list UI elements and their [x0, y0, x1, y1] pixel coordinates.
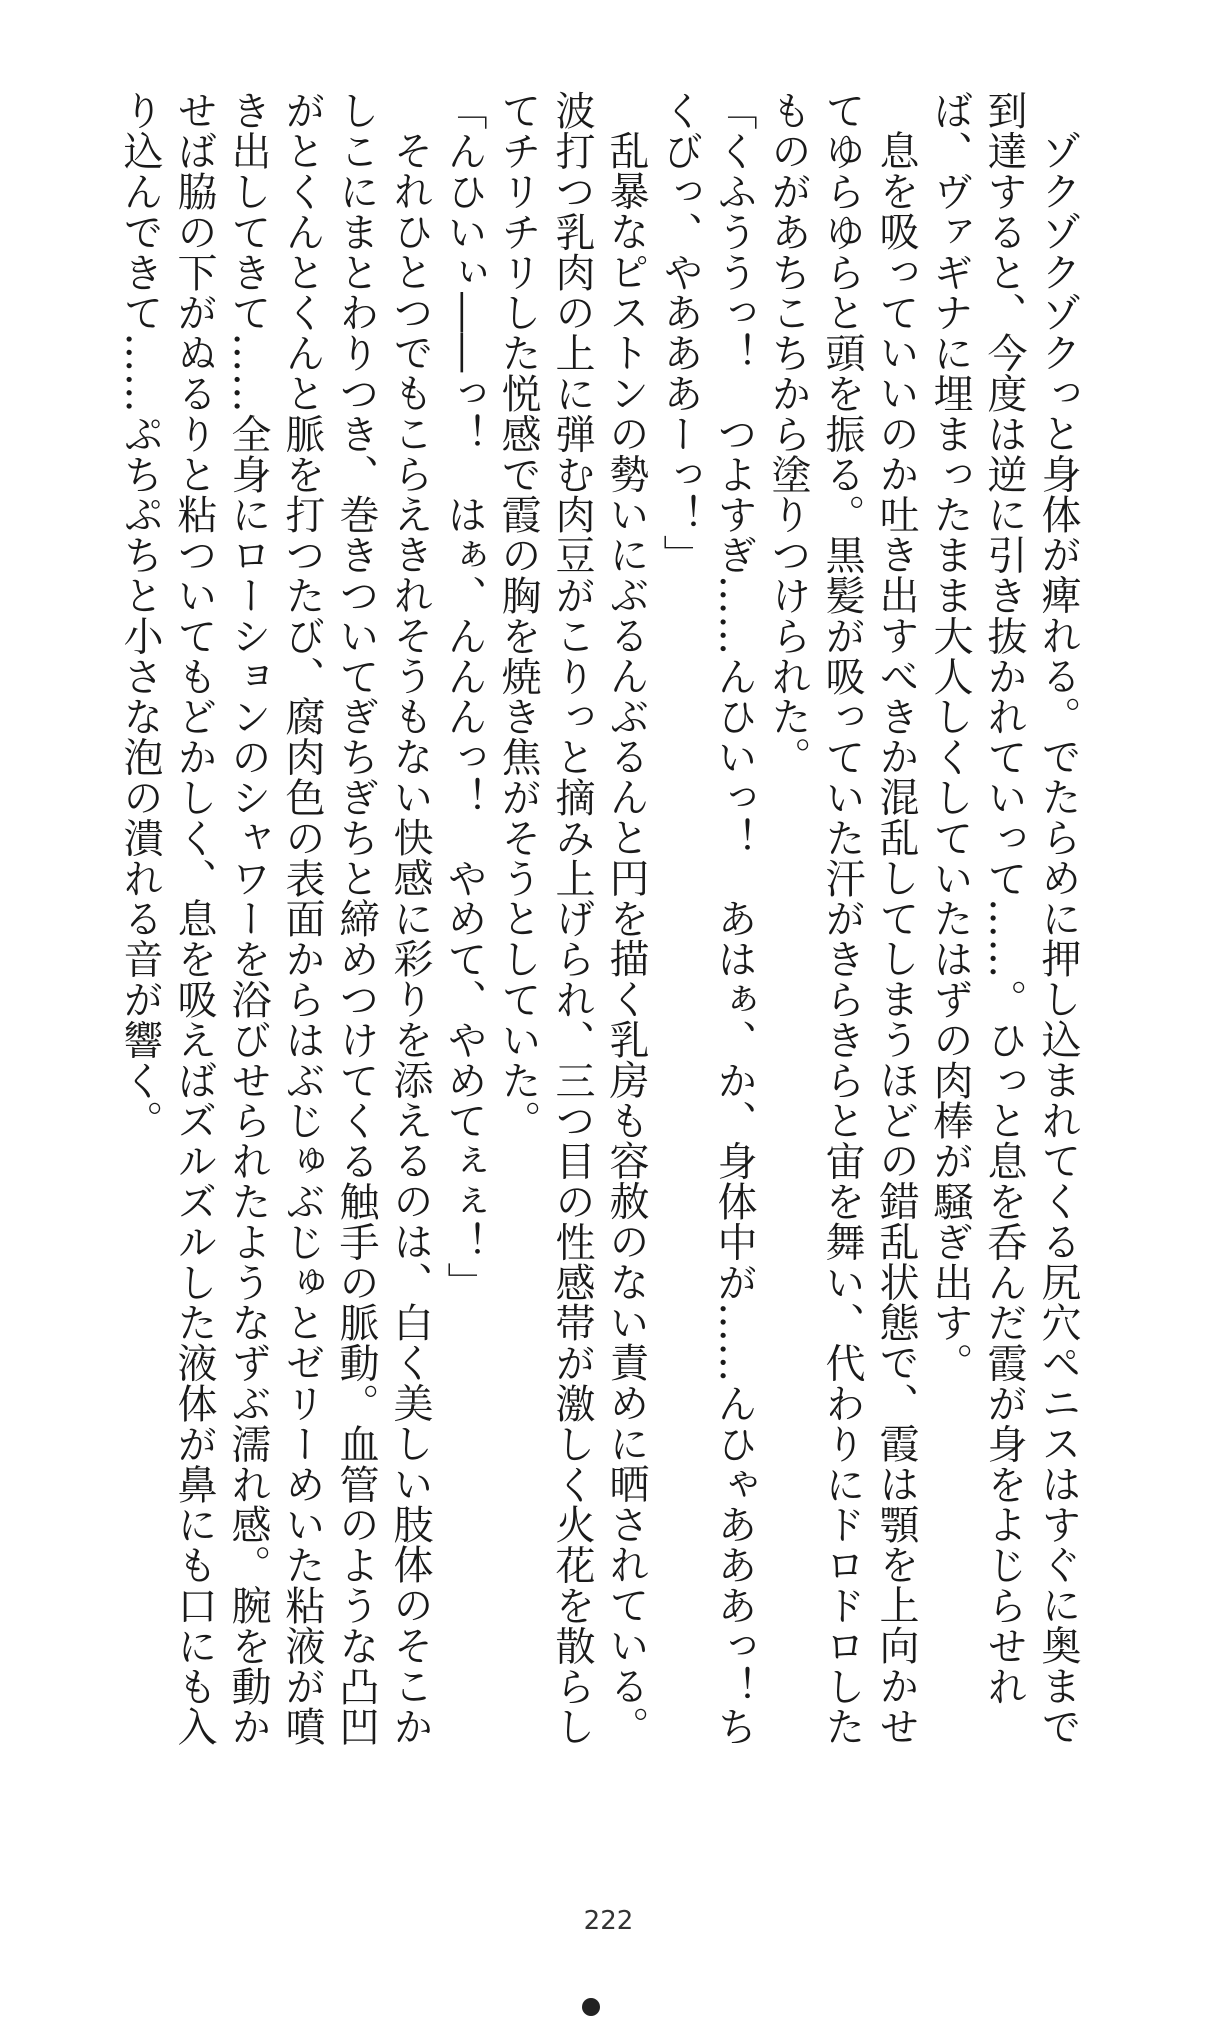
- page-marker-dot: [582, 1998, 600, 2016]
- paragraph-1: ゾクゾクゾクっと身体が痺れる。でたらめに押し込まれてくる尻穴ペニスはすぐに奥まで到達すると、今度は逆に引き抜かれていって……。ひっと息を呑んだ霞が身をよじらせれば、ヴァギナに埋まったまま大人しくしていたはずの肉棒が騒ぎ出す。: [927, 90, 1081, 1746]
- page-number: 222: [583, 1906, 634, 1936]
- dialogue-2: 「んひいぃ――っ！ はぁ、んんんっ！ やめて、やめてぇぇ！」: [441, 90, 487, 1302]
- paragraph-3: 乱暴なピストンの勢いにぶるんぶるんと円を描く乳房も容赦のない責めに晒されている。波打つ乳肉の上に弾む肉豆がこりっと摘み上げられ、三つ目の性感帯が激しく火花を散らしてチリチリした悦感で霞の胸を焼き焦がそうとしていた。: [495, 90, 649, 1747]
- paragraph-4: それひとつでもこらえきれそうもない快感に彩りを添えるのは、白く美しい肢体のそこかしこにまとわりつき、巻きついてぎちぎちと締めつけてくる触手の脈動。血管のような凸凹がとくんとくんと脈を打つたび、腐肉色の表面からはぶじゅぶじゅとゼリーめいた粘液が噴き出してきて……全身にローションのシャワーを浴びせられたようなずぶ濡れ感。腕を動かせば脇の下がぬるりと粘ついてもどかしく、息を吸えばズルズルした液体が鼻にも口にも入り込んできて……ぷちぷちと小さな泡の潰れる音が響く。: [117, 90, 433, 1747]
- vertical-text-body: [117, 90, 1085, 1750]
- dialogue-1: 「くふううっ！ つよすぎ……んひいっ！ あはぁ、か、身体中が……んひゃあああっ！ちくびっ、やあああーっ！」: [657, 90, 757, 1747]
- paragraph-2: 息を吸っていいのか吐き出すべきか混乱してしまうほどの錯乱状態で、霞は顎を上向かせてゆらゆらと頭を振る。黒髪が吸っていた汗がきらきらと宙を舞い、代わりにドロドロしたものがあちこちから塗りつけられた。: [765, 90, 919, 1747]
